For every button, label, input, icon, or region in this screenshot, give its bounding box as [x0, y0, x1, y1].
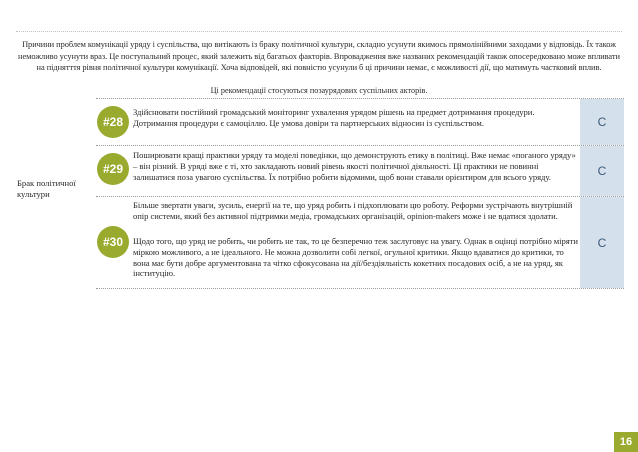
- recommendation-number: #30: [102, 235, 124, 249]
- row-divider: [96, 98, 624, 99]
- category-label: Брак політичної культури: [17, 178, 76, 199]
- recommendation-badge: [97, 106, 129, 138]
- row-divider: [96, 196, 624, 197]
- recommendation-badge: [97, 226, 129, 258]
- recommendations-note: Ці рекомендації стосуються позаурядових суспільних акторів.: [210, 86, 428, 95]
- row-divider: [96, 288, 624, 289]
- recommendation-text: Поширювати кращі практики уряду та моделі поведінки, що демонструють етику в політиці. Вже немає «поганого уряду» – він різний. В уряді вже є ті, хто закладають новий рівень якості політичної діяльності. Ці практики не повинні залишатися поза увагою суспільства. Їх потрібно робити відомими, щоб вони ставали орієнтиром для всього уряду.: [133, 150, 576, 182]
- grade-value: C: [597, 235, 607, 250]
- grade-value: C: [597, 164, 607, 178]
- recommendation-text: Більше звертати уваги, зусиль, енергії на те, що уряд робить і підхоплювати цю роботу. Реформи зустрічають внутрішній опір системи, який без активної підтримки медіа, громадських організацій, opinion-makers може і не вдатися здолати.: [133, 200, 573, 221]
- row-divider: [96, 145, 624, 146]
- grade-value: C: [597, 115, 607, 129]
- recommendation-number: #29: [102, 162, 124, 176]
- recommendation-badge: [97, 153, 129, 185]
- grade-cell: [580, 146, 624, 196]
- recommendation-text: Здійснювати постійний громадський моніторинг ухвалення урядом рішень на предмет дотримання процедури. Дотримання процедури є самоціллю. Це умова довіри та партнерських відносин із суспільством.: [133, 107, 535, 128]
- grade-cell: [580, 99, 624, 145]
- grade-cell: [580, 197, 624, 288]
- top-divider: [16, 31, 622, 32]
- intro-paragraph: Причини проблем комунікації уряду і суспільства, що витікають із браку політичної культури, складно усунути якимось прямолінійними заходами у відповідь. Їх також неможливо усунути враз. Це поступальний процес, який залежить від багатьох факторів. Впровадження вже названих рекомендацій також опосередковано може впливати на піднятття рівня політичної культури комунікації. Хоча відповідей, які повністю усунули б ці причини немає, є можливості дії, що матимуть частковий вплив.: [18, 40, 620, 73]
- page-number: 16: [614, 432, 638, 452]
- recommendation-number: #28: [102, 115, 124, 129]
- recommendation-text-continued: Щодо того, що уряд не робить, чи робить не так, то це безперечно теж заслуговує на увагу. Однак в оцінці потрібно міряти міркою можливого, а не ідеального. Не можна дозволити собі легкої, огульної критики. Якщо вдаватися до критики, то вона має бути добре аргументована та чітко сфокусована на дії/бездіяльність кокетних посадових осіб, а не на уряд, як інституцію.: [133, 236, 578, 279]
